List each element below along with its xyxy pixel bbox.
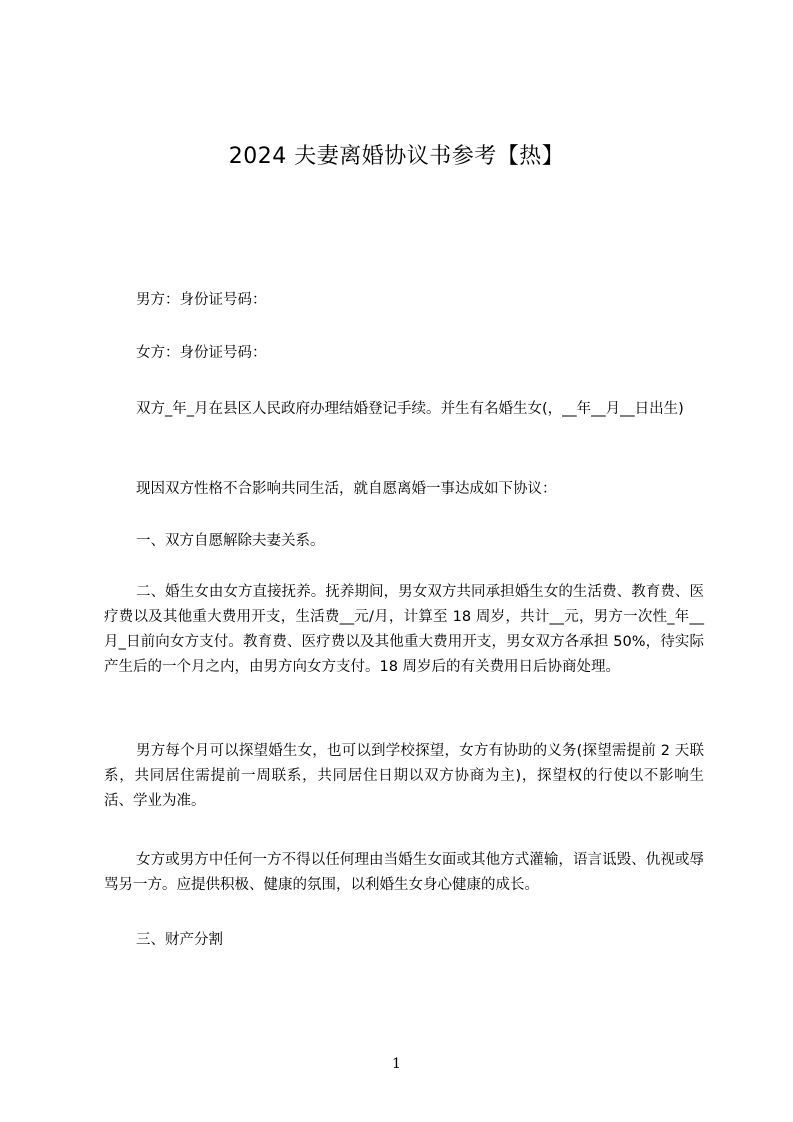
paragraph-no-defamation: 女方或男方中任何一方不得以任何理由当婚生女面或其他方式灌输，语言诋毁、仇视或辱骂另一方。应提供积极、健康的氛围，以利婚生女身心健康的成长。: [104, 852, 704, 893]
paragraph-clause-one: 一、双方自愿解除夫妻关系。: [136, 533, 325, 549]
paragraph-visitation: 男方每个月可以探望婚生女，也可以到学校探望，女方有协助的义务(探望需提前 2 天联系，共同居住需提前一周联系，共同居住日期以双方协商为主)，探望权的行使以不影响生活、学业为准。: [104, 743, 704, 809]
paragraph-clause-three: 三、财产分割: [136, 932, 223, 948]
paragraph-male-party: 男方：身份证号码：: [136, 292, 267, 308]
paragraph-marriage-registration: 双方_年_月在县区人民政府办理结婚登记手续。并生有名婚生女(，__年__月__日出生): [136, 401, 684, 417]
paragraph-female-party: 女方：身份证号码：: [136, 345, 267, 361]
paragraph-agreement-intro: 现因双方性格不合影响共同生活，就自愿离婚一事达成如下协议：: [136, 481, 557, 497]
document-title: 2024 夫妻离婚协议书参考【热】: [228, 144, 565, 169]
page-number: 1: [392, 1056, 401, 1072]
paragraph-clause-two: 二、婚生女由女方直接抚养。抚养期间，男女双方共同承担婚生女的生活费、教育费、医疗费以及其他重大费用开支，生活费__元/月，计算至 18 周岁，共计__元，男方一次性_年__月_日前向女方支付。教育费、医疗费以及其他重大费用开支，男女双方各承担 50%，待实际产生后的一个月之内，由男方向女方支付。18 周岁后的有关费用日后协商处理。: [104, 584, 704, 675]
